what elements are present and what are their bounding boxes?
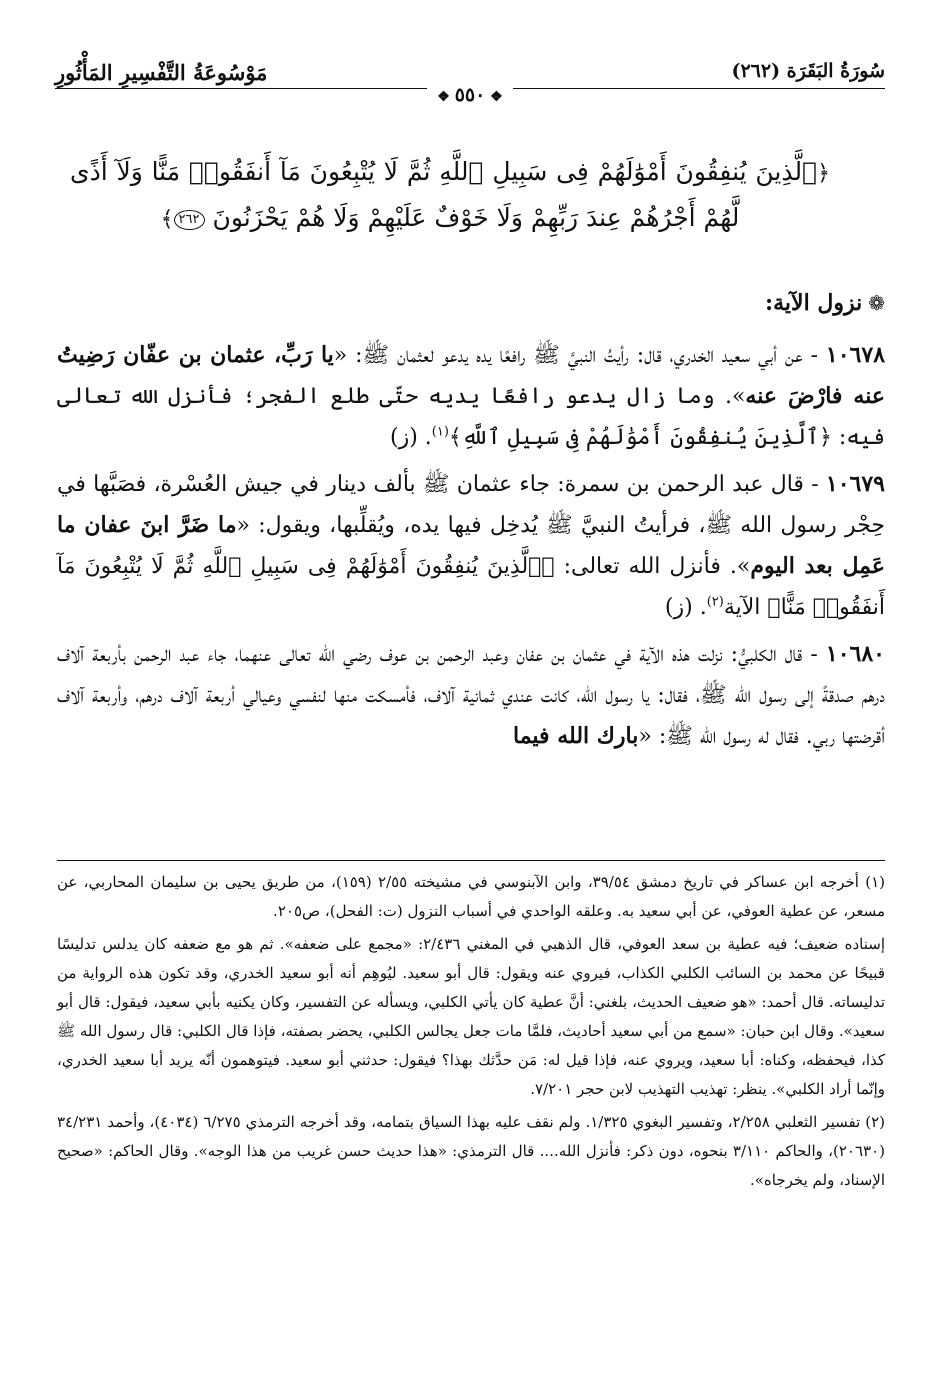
narration-text: . (ز): [664, 595, 707, 620]
narration-text: . (ز): [389, 425, 432, 450]
page-header: [55, 58, 885, 114]
ornament-icon: ❖: [485, 89, 503, 105]
narration-text: - قال عبد الرحمن بن سمرة: جاء عثمان ﷺ بألف دينار في جيش العُسْرة، فصَبَّها في حِجْر رسول الله ﷺ، فرأيتُ النبيَّ ﷺ يُدخِل فيها يده، ويُقلِّبها، ويقول: «: [57, 472, 885, 538]
narration-10679: [57, 464, 885, 628]
footnote-ref: (١): [431, 424, 449, 440]
verse-text: ٱلَّذِينَ يُنفِقُونَ أَمْوَٰلَهُمْ فِى سَبِيلِ ٱللَّهِ ثُمَّ لَا يُتْبِعُونَ مَآ أَنفَقُوا۟ مَنًّا وَلَآ أَذًى لَّهُمْ أَجْرُهُمْ عِندَ رَبِّهِمْ وَلَا خَوْفٌ عَلَيْهِمْ وَلَا هُمْ يَحْزَنُونَ: [70, 157, 818, 232]
verse-open-bracket: ﴿: [817, 161, 830, 186]
page-number: ٥٥٠: [454, 84, 486, 106]
narration-10680: [57, 634, 885, 757]
section-heading-text: نزول الآية:: [765, 290, 863, 316]
quran-verse: [70, 150, 830, 242]
narration-text: - عن أبي سعيد الخدري، قال: رأيتُ النبيَّ ﷺ رافعًا يده يدعو لعثمان ﷺ: «: [333, 343, 826, 368]
narration-number: ١٠٦٧٨: [825, 342, 886, 368]
ornament-icon: ❖: [437, 89, 455, 105]
narration-number: ١٠٦٧٩: [825, 471, 885, 497]
main-text: [57, 335, 885, 763]
ayah-number: ٢٦٢: [174, 210, 205, 230]
narration-number: ١٠٦٨٠: [825, 641, 885, 667]
footnotes: [57, 868, 885, 1199]
surah-title: سُورَةُ البَقَرَة (٢٦٢): [731, 60, 885, 82]
book-title: مَوْسُوعَةُ التَّفْسِيرِ المَأْثُورِ: [55, 60, 268, 85]
verse-close-bracket: ﴾: [160, 207, 174, 232]
section-heading: [765, 290, 885, 316]
narration-text: ». فأنزل الله تعالى: ﴿ٱلَّذِينَ يُنفِقُونَ أَمْوَٰلَهُمْ فِى سَبِيلِ ٱللَّهِ ثُمَّ لَا يُتْبِعُونَ مَآ أَنفَقُوا۟ مَنًّا﴾ الآية: [57, 554, 885, 620]
narration-text: ». وما زال يدعو رافعًا يديه حتّى طلع الفجر؛ فأنزل الله تعالى فيه: ﴿ٱلَّذِينَ يُنفِقُونَ أَمْوَٰلَهُمْ فِى سَبِيلِ ٱللَّهِ﴾: [57, 384, 885, 450]
footnote-1: (١) أخرجه ابن عساكر في تاريخ دمشق ٣٩/٥٤، وابن الآبنوسي في مشيخته ٢/٥٥ (١٥٩)، من طريق يحيى بن سليمان المحاربي، عن مسعر، عن عطية العوفي، عن أبي سعيد به. وعلقه الواحدي في أسباب النزول (ت: الفحل)، ص٢٠٥.: [57, 873, 886, 920]
page-number-block: [427, 84, 513, 106]
footnote-2: (٢) تفسير الثعلبي ٢/٢٥٨، وتفسير البغوي ١/٣٢٥. ولم نقف عليه بهذا السياق بتمامه، وقد أخرجه الترمذي ٦/٢٧٥ (٤٠٣٤)، وأحمد ٣٤/٢٣١ (٢٠٦٣٠)، والحاكم ٣/١١٠ بنحوه، دون ذكر: فأنزل الله.... قال الترمذي: «هذا حديث حسن غريب من هذا الوجه». وقال الحاكم: «صحيح الإسناد، ولم يخرجاه».: [57, 1113, 886, 1189]
narration-text: - قال الكلبيُّ: نزلت هذه الآية في عثمان بن عفان وعبد الرحمن بن عوف رضي الله تعالى عنهما، جاء عبد الرحمن بأربعة آلاف درهم صدقةً إلى رسول الله ﷺ، فقال: يا رسول الله، كانت عندي ثمانية آلاف، فأمسكت منها لنفسي وعيالي أربعة آلاف درهم، وأربعة آلاف أقرضتها ربي. فقال له رسول الله ﷺ: «: [57, 642, 885, 749]
flower-icon: ❁: [868, 291, 885, 315]
prophetic-quote: بارك الله فيما: [513, 723, 639, 749]
footnote-ref: (٢): [706, 594, 724, 610]
prophetic-quote: ما ضَرَّ ابنَ عفان ما عَمِل بعد اليوم: [57, 512, 885, 579]
footnote-1-commentary: إسناده ضعيف؛ فيه عطية بن سعد العوفي، قال الذهبي في المغني ٢/٤٣٦: «مجمع على ضعفه». ثم هو مع ضعفه كان يدلس تدليسًا قبيحًا عن محمد بن السائب الكلبي الكذاب، فيروي عنه ويقول: قال أبو سعيد. ليُوهِم أنه أبو سعيد الخدري، وقد تكون هذه الرواية من تدليساته. قال أحمد: «هو ضعيف الحديث، بلغني: أنَّ عطية كان يأتي الكلبي، ويسأله عن التفسير، وكان يكنيه بأبي سعيد، فيقول: قال أبو سعيد». وقال ابن حبان: «سمع من أبي سعيد أحاديث، فلمَّا مات جعل يجالس الكلبي، يحضر بصفته، فإذا قال الكلبي: قال رسول الله ﷺ كذا، فيحفظه، وكناه: أبا سعيد، ويروي عنه، فإذا قيل له: مَن حدَّثك بهذا؟ فيقول: حدثني أبو سعيد. فيتوهمون أنّه يريد أبا سعيد الخدري، وإنّما أراد الكلبي». ينظر: تهذيب التهذيب لابن حجر ٧/٢٠١.: [56, 935, 885, 1098]
prophetic-quote: يا رَبِّ، عثمان بن عفّان رَضِيتُ عنه فارْضَ عنه: [57, 342, 885, 409]
narration-10678: [57, 335, 885, 458]
footnote-separator: [57, 860, 885, 861]
